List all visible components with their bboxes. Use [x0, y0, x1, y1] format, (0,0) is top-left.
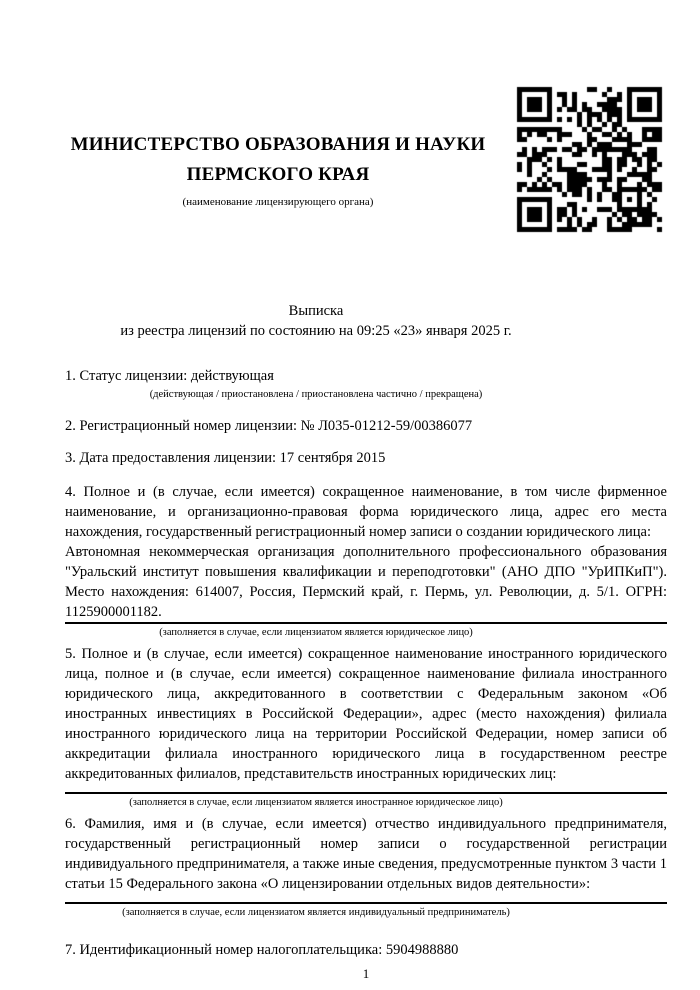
- ministry-name-line2: ПЕРМСКОГО КРАЯ: [186, 164, 370, 185]
- foreign-entity-blank-field: [65, 784, 667, 794]
- individual-entrepreneur-blank-field: [65, 894, 667, 904]
- item-legal-entity-block: [65, 482, 667, 640]
- item-grant-date: 3. Дата предоставления лицензии: 17 сентября 2015: [65, 450, 386, 466]
- legal-entity-caption: (заполняется в случае, если лицензиатом является юридическое лицо): [159, 627, 473, 638]
- item-license-status: 1. Статус лицензии: действующая: [65, 368, 274, 384]
- document-title: [65, 301, 667, 341]
- legal-entity-value: Автономная некоммерческая организация дополнительного профессионального образования "Уральский институт повышения квалификации и переподготовки" (АНО ДПО "УрИПКиП"). Место нахождения: 614007, Россия, Пермский край, г. Пермь, ул. Революции, д. 5/1. ОГРН: 1125900001182.: [65, 542, 667, 624]
- page-number: 1: [362, 966, 370, 981]
- document-title-line2: из реестра лицензий по состоянию на 09:25 «23» января 2025 г.: [120, 323, 512, 339]
- item-registration-number: 2. Регистрационный номер лицензии: № Л035-01212-59/00386077: [65, 418, 473, 434]
- item-foreign-entity-block: [65, 644, 667, 810]
- item-individual-entrepreneur-label: 6. Фамилия, имя и (в случае, если имеется) отчество индивидуального предпринимателя, государственный регистрационный номер записи о государственной регистрации индивидуального предпринимателя, а также иные сведения, предусмотренные пунктом 3 части 1 статьи 15 Федерального закона «О лицензировании отдельных видов деятельности»:: [65, 816, 667, 892]
- item-license-status-caption: (действующая / приостановлена / приостановлена частично / прекращена): [149, 389, 483, 400]
- document-title-line1: Выписка: [288, 303, 344, 319]
- licensing-authority-caption: (наименование лицензирующего органа): [182, 196, 374, 208]
- item-legal-entity-label: 4. Полное и (в случае, если имеется) сокращенное наименование, в том числе фирменное наименование, и организационно-правовая форма юридического лица, адрес его места нахождения, государственный регистрационный номер записи о создании юридического лица:: [65, 484, 667, 540]
- qr-code: [512, 82, 667, 237]
- document-header: [65, 0, 667, 237]
- foreign-entity-caption: (заполняется в случае, если лицензиатом является иностранное юридическое лицо): [129, 797, 503, 808]
- item-taxpayer-number: 7. Идентификационный номер налогоплательщика: 5904988880: [65, 942, 459, 958]
- individual-entrepreneur-caption: (заполняется в случае, если лицензиатом является индивидуальный предприниматель): [122, 907, 510, 918]
- item-individual-entrepreneur-block: [65, 814, 667, 920]
- licensing-authority-block: [65, 82, 491, 209]
- item-foreign-entity-label: 5. Полное и (в случае, если имеется) сокращенное наименование иностранного юридического лица, полное и (в случае, если имеется) сокращенное наименование филиала иностранного юридического лица, аккредитованного в соответствии с Федеральным законом «Об иностранных инвестициях в Российской Федерации», адрес (место нахождения) филиала иностранного юридического лица на территории Российской Федерации, номер записи об аккредитации филиала иностранного юридического лица в государственном реестре аккредитованных филиалов, представительств иностранных юридических лиц:: [65, 646, 667, 782]
- ministry-name-line1: МИНИСТЕРСТВО ОБРАЗОВАНИЯ И НАУКИ: [70, 134, 486, 155]
